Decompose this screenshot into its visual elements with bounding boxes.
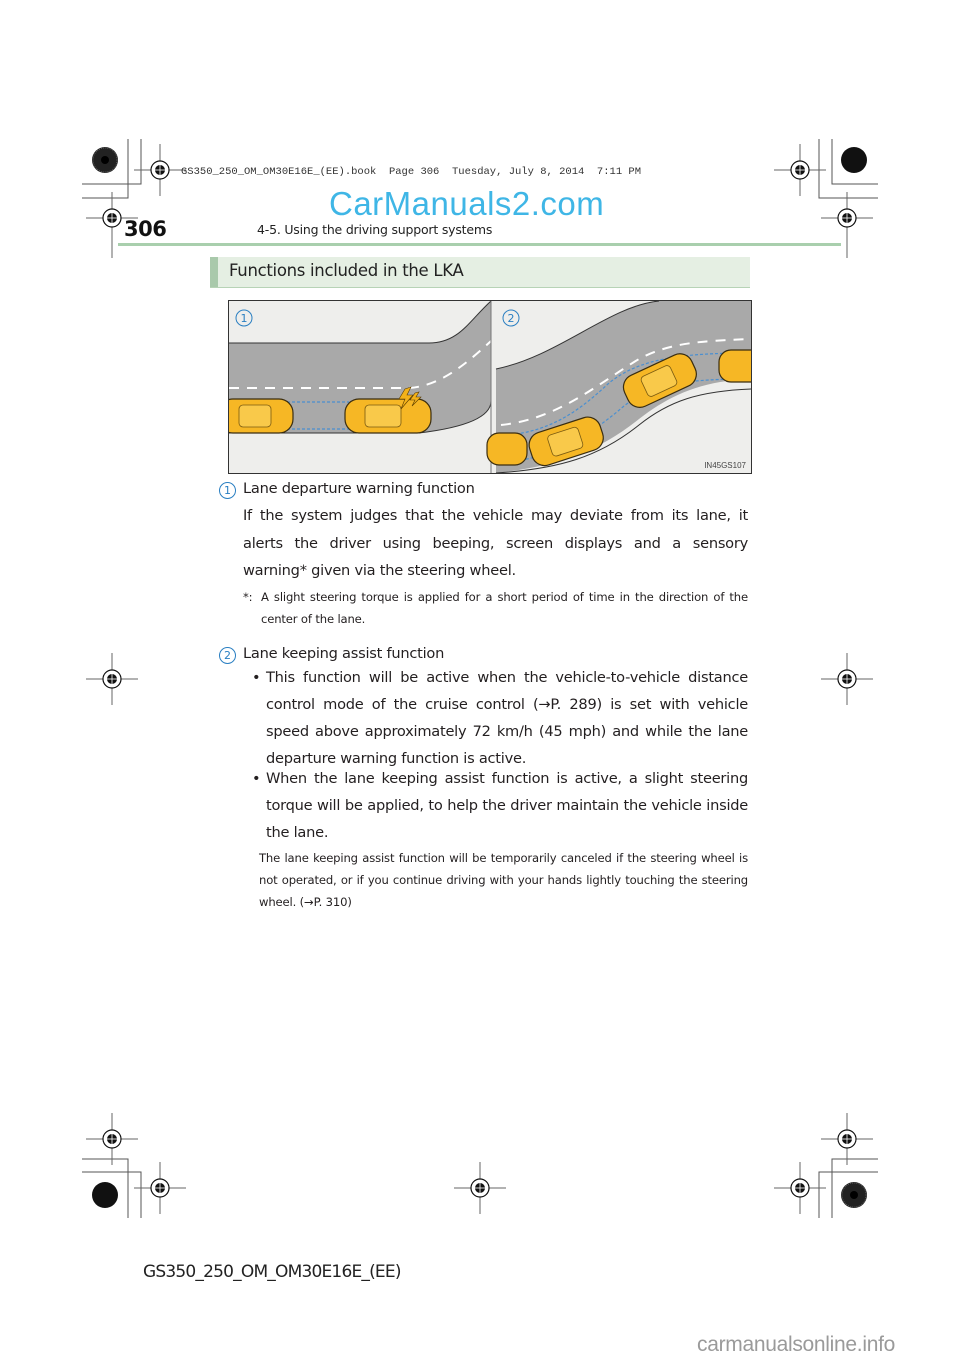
lka-diagram xyxy=(229,301,751,473)
number-1-icon: 1 xyxy=(219,482,236,499)
page-number: 306 xyxy=(124,217,167,241)
panel-2-label: 2 xyxy=(507,312,515,325)
figure-code: IN45GS107 xyxy=(704,461,746,470)
print-date: Tuesday, July 8, 2014 xyxy=(451,166,585,178)
lka-illustration xyxy=(228,300,752,474)
page-label: Page 306 xyxy=(388,166,440,178)
subsection-title: Functions included in the LKA xyxy=(229,261,464,280)
panel-1-lane-departure xyxy=(229,301,491,473)
item-1-body: If the system judges that the vehicle may deviate from its lane, it alerts the driver using beeping, screen displays and a sensory warning* given via the steering wheel. xyxy=(243,507,748,579)
item-2-marker xyxy=(219,644,236,664)
watermark-bottom[interactable]: carmanualsonline.info xyxy=(697,1333,895,1356)
bullet-icon: • xyxy=(252,669,261,686)
print-time: 7:11 PM xyxy=(596,166,642,178)
item-2-bullet-2: When the lane keeping assist function is active, a slight steering torque will be applied, to help the driver maintain the vehicle inside the lane. xyxy=(266,770,748,841)
car-icon xyxy=(487,433,527,465)
car-icon xyxy=(719,350,751,382)
panel-1-label: 1 xyxy=(240,312,248,325)
item-1-title: Lane departure warning function xyxy=(243,480,475,497)
book-file: GS350_250_OM_OM30E16E_(EE).book xyxy=(181,166,377,178)
footer-code: GS350_250_OM_OM30E16E_(EE) xyxy=(143,1262,401,1282)
number-2-icon: 2 xyxy=(219,647,236,664)
car-icon xyxy=(229,399,293,433)
item-2-bullet-1: This function will be active when the vehicle-to-vehicle distance control mode of the cruise control (→P. 289) is set with vehicle speed above approximately 72 km/h (45 mph) and while the lane departure warning function is active. xyxy=(266,669,748,767)
watermark-top[interactable]: CarManuals2.com xyxy=(329,185,605,222)
heading-accent-bar xyxy=(210,257,218,287)
item-1-marker xyxy=(219,479,236,499)
section-title: 4-5. Using the driving support systems xyxy=(257,222,493,237)
item-2-title: Lane keeping assist function xyxy=(243,645,445,662)
car-icon xyxy=(345,399,431,433)
item-2-note: The lane keeping assist function will be temporarily canceled if the steering wheel is not operated, or if you continue driving with your hands lightly touching the steering wheel. (→P. 310) xyxy=(259,851,748,909)
footnote-marker: *: xyxy=(243,590,253,604)
bullet-icon: • xyxy=(252,770,261,787)
subsection-heading xyxy=(210,257,750,288)
panel-2-lane-keeping xyxy=(487,301,751,473)
footnote-text: A slight steering torque is applied for a short period of time in the direction of the center of the lane. xyxy=(261,590,748,626)
print-header xyxy=(181,166,641,178)
header-rule xyxy=(118,243,841,246)
